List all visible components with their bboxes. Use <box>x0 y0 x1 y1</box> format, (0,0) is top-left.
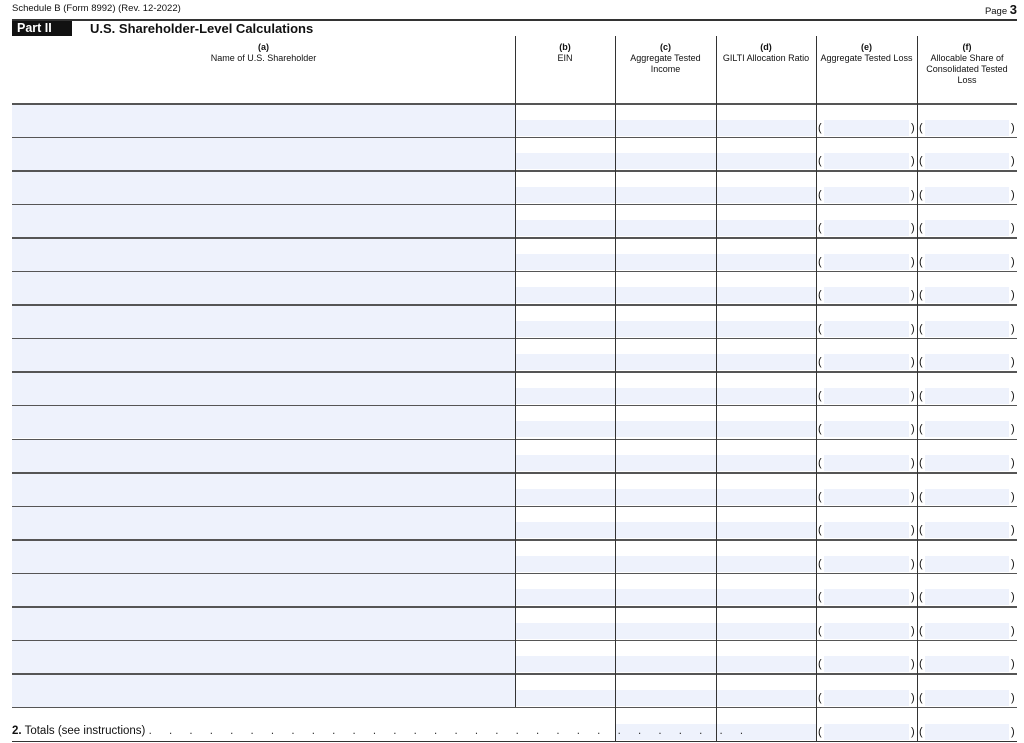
ein-input[interactable] <box>516 287 615 303</box>
ein-input[interactable] <box>516 321 615 337</box>
gilti-ratio-input[interactable] <box>717 556 816 572</box>
ein-input[interactable] <box>516 388 615 404</box>
allocable-share-input[interactable] <box>925 220 1009 236</box>
gilti-ratio-input[interactable] <box>717 287 816 303</box>
close-paren: ) <box>1011 322 1015 335</box>
allocable-share-input[interactable] <box>925 623 1009 639</box>
column-divider <box>515 36 516 707</box>
close-paren: ) <box>911 155 915 168</box>
shareholder-name-input[interactable] <box>12 272 515 305</box>
open-paren: ( <box>818 557 822 570</box>
shareholder-name-input[interactable] <box>12 339 515 372</box>
close-paren: ) <box>1011 557 1015 570</box>
open-paren: ( <box>818 591 822 604</box>
agg-tested-loss-input[interactable] <box>824 187 909 203</box>
gilti-ratio-input[interactable] <box>717 589 816 605</box>
open-paren: ( <box>818 490 822 503</box>
close-paren: ) <box>1011 423 1015 436</box>
totals-line-number: 2. <box>12 725 22 737</box>
part-heading <box>12 21 313 36</box>
close-paren: ) <box>1011 121 1015 134</box>
shareholder-name-input[interactable] <box>12 305 515 338</box>
close-paren: ) <box>1011 457 1015 470</box>
open-paren: ( <box>919 591 923 604</box>
open-paren: ( <box>818 188 822 201</box>
agg-tested-income-input[interactable] <box>616 153 716 169</box>
close-paren: ) <box>1011 524 1015 537</box>
open-paren: ( <box>818 524 822 537</box>
column-label: EIN <box>557 53 573 63</box>
part-tag: Part II <box>12 21 72 36</box>
open-paren: ( <box>919 457 923 470</box>
agg-tested-income-input[interactable] <box>616 455 716 471</box>
allocable-share-input[interactable] <box>925 153 1009 169</box>
open-paren: ( <box>919 423 923 436</box>
gilti-ratio-input[interactable] <box>717 455 816 471</box>
agg-tested-income-input[interactable] <box>616 287 716 303</box>
open-paren: ( <box>919 658 923 671</box>
allocable-share-input[interactable] <box>925 656 1009 672</box>
shareholder-name-input[interactable] <box>12 238 515 271</box>
shareholder-name-input[interactable] <box>12 674 515 707</box>
shareholder-name-input[interactable] <box>12 641 515 674</box>
close-paren: ) <box>911 255 915 268</box>
gilti-ratio-input[interactable] <box>717 254 816 270</box>
open-paren: ( <box>919 121 923 134</box>
close-paren: ) <box>911 457 915 470</box>
agg-tested-loss-input[interactable] <box>824 287 909 303</box>
agg-tested-income-input[interactable] <box>616 556 716 572</box>
close-paren: ) <box>911 524 915 537</box>
ein-input[interactable] <box>516 522 615 538</box>
close-paren: ) <box>911 188 915 201</box>
close-paren: ) <box>1011 155 1015 168</box>
ein-input[interactable] <box>516 421 615 437</box>
agg-tested-loss-input[interactable] <box>824 120 909 136</box>
agg-tested-income-input[interactable] <box>616 321 716 337</box>
column-header-agg-tested-loss <box>816 36 917 103</box>
agg-tested-loss-input[interactable] <box>824 388 909 404</box>
open-paren: ( <box>919 557 923 570</box>
ein-input[interactable] <box>516 589 615 605</box>
close-paren: ) <box>911 322 915 335</box>
agg-tested-income-input[interactable] <box>616 656 716 672</box>
open-paren: ( <box>818 155 822 168</box>
column-letter: (a) <box>258 42 269 52</box>
column-header-name <box>12 36 515 103</box>
ein-input[interactable] <box>516 120 615 136</box>
gilti-ratio-input[interactable] <box>717 489 816 505</box>
agg-tested-loss-input[interactable] <box>824 321 909 337</box>
column-label: Aggregate Tested Loss <box>820 53 913 63</box>
totals-agg-tested-loss-input[interactable] <box>824 724 909 740</box>
close-paren: ) <box>1011 188 1015 201</box>
agg-tested-loss-input[interactable] <box>824 220 909 236</box>
open-paren: ( <box>919 356 923 369</box>
open-paren: ( <box>818 457 822 470</box>
ein-input[interactable] <box>516 220 615 236</box>
agg-tested-loss-input[interactable] <box>824 254 909 270</box>
shareholder-name-input[interactable] <box>12 540 515 573</box>
ein-input[interactable] <box>516 455 615 471</box>
shareholder-name-input[interactable] <box>12 507 515 540</box>
agg-tested-income-input[interactable] <box>616 589 716 605</box>
close-paren: ) <box>1011 356 1015 369</box>
gilti-ratio-input[interactable] <box>717 153 816 169</box>
allocable-share-input[interactable] <box>925 321 1009 337</box>
allocable-share-input[interactable] <box>925 120 1009 136</box>
open-paren: ( <box>919 255 923 268</box>
open-paren: ( <box>919 524 923 537</box>
open-paren: ( <box>818 725 822 738</box>
close-paren: ) <box>1011 490 1015 503</box>
column-letter: (f) <box>962 42 972 52</box>
close-paren: ) <box>911 222 915 235</box>
page-indicator <box>985 2 1017 17</box>
column-header-ein <box>515 36 615 103</box>
gilti-ratio-input[interactable] <box>717 522 816 538</box>
open-paren: ( <box>818 222 822 235</box>
close-paren: ) <box>1011 255 1015 268</box>
ein-input[interactable] <box>516 556 615 572</box>
allocable-share-input[interactable] <box>925 522 1009 538</box>
column-letter: (d) <box>760 42 772 52</box>
column-letter: (c) <box>660 42 671 52</box>
shareholder-name-input[interactable] <box>12 406 515 439</box>
column-header-allocable-share <box>917 36 1017 103</box>
row-divider <box>12 707 1017 709</box>
open-paren: ( <box>919 389 923 402</box>
leader-dots: . . . . . . . . . . . . . . . . . . . . . . . . . . . . . . <box>148 725 751 737</box>
open-paren: ( <box>919 624 923 637</box>
allocable-share-input[interactable] <box>925 388 1009 404</box>
column-label: Allocable Share of Consolidated Tested Loss <box>926 53 1008 85</box>
part-title: U.S. Shareholder-Level Calculations <box>90 21 314 36</box>
agg-tested-income-input[interactable] <box>616 187 716 203</box>
agg-tested-loss-input[interactable] <box>824 656 909 672</box>
shareholder-name-input[interactable] <box>12 574 515 607</box>
allocable-share-input[interactable] <box>925 455 1009 471</box>
gilti-ratio-input[interactable] <box>717 656 816 672</box>
close-paren: ) <box>911 289 915 302</box>
column-label: Name of U.S. Shareholder <box>210 53 317 63</box>
column-label: Aggregate Tested Income <box>630 53 701 74</box>
open-paren: ( <box>818 691 822 704</box>
gilti-ratio-input[interactable] <box>717 388 816 404</box>
close-paren: ) <box>1011 222 1015 235</box>
agg-tested-loss-input[interactable] <box>824 522 909 538</box>
column-letter: (b) <box>559 42 571 52</box>
gilti-ratio-input[interactable] <box>717 220 816 236</box>
gilti-ratio-input[interactable] <box>717 187 816 203</box>
column-header-agg-tested-income <box>615 36 716 103</box>
gilti-ratio-input[interactable] <box>717 354 816 370</box>
shareholder-name-input[interactable] <box>12 372 515 405</box>
open-paren: ( <box>919 322 923 335</box>
open-paren: ( <box>919 289 923 302</box>
gilti-ratio-input[interactable] <box>717 120 816 136</box>
open-paren: ( <box>818 658 822 671</box>
agg-tested-loss-input[interactable] <box>824 556 909 572</box>
page-number: 3 <box>1009 2 1017 17</box>
close-paren: ) <box>1011 591 1015 604</box>
shareholder-name-input[interactable] <box>12 205 515 238</box>
close-paren: ) <box>1011 289 1015 302</box>
ein-input[interactable] <box>516 623 615 639</box>
close-paren: ) <box>911 624 915 637</box>
column-divider <box>917 36 918 741</box>
close-paren: ) <box>911 490 915 503</box>
totals-label-text: Totals (see instructions) <box>24 725 146 737</box>
open-paren: ( <box>818 389 822 402</box>
close-paren: ) <box>911 423 915 436</box>
agg-tested-loss-input[interactable] <box>824 589 909 605</box>
form-header-line: Schedule B (Form 8992) (Rev. 12-2022) <box>12 3 181 14</box>
allocable-share-input[interactable] <box>925 254 1009 270</box>
agg-tested-income-input[interactable] <box>616 421 716 437</box>
agg-tested-loss-input[interactable] <box>824 153 909 169</box>
close-paren: ) <box>911 121 915 134</box>
agg-tested-loss-input[interactable] <box>824 455 909 471</box>
gilti-ratio-input[interactable] <box>717 623 816 639</box>
close-paren: ) <box>911 658 915 671</box>
allocable-share-input[interactable] <box>925 556 1009 572</box>
allocable-share-input[interactable] <box>925 421 1009 437</box>
agg-tested-income-input[interactable] <box>616 388 716 404</box>
column-divider <box>716 36 717 741</box>
open-paren: ( <box>919 490 923 503</box>
close-paren: ) <box>911 591 915 604</box>
close-paren: ) <box>911 725 915 738</box>
open-paren: ( <box>919 222 923 235</box>
agg-tested-income-input[interactable] <box>616 489 716 505</box>
open-paren: ( <box>919 691 923 704</box>
open-paren: ( <box>919 725 923 738</box>
allocable-share-input[interactable] <box>925 589 1009 605</box>
open-paren: ( <box>818 356 822 369</box>
close-paren: ) <box>1011 389 1015 402</box>
agg-tested-loss-input[interactable] <box>824 354 909 370</box>
gilti-ratio-input[interactable] <box>717 321 816 337</box>
ein-input[interactable] <box>516 153 615 169</box>
allocable-share-input[interactable] <box>925 690 1009 706</box>
column-letter: (e) <box>861 42 872 52</box>
open-paren: ( <box>818 121 822 134</box>
page-label: Page <box>984 6 1008 17</box>
ein-input[interactable] <box>516 354 615 370</box>
ein-input[interactable] <box>516 254 615 270</box>
ein-input[interactable] <box>516 656 615 672</box>
open-paren: ( <box>818 322 822 335</box>
gilti-ratio-input[interactable] <box>717 421 816 437</box>
allocable-share-input[interactable] <box>925 187 1009 203</box>
open-paren: ( <box>818 423 822 436</box>
agg-tested-income-input[interactable] <box>616 522 716 538</box>
totals-label <box>12 725 750 737</box>
open-paren: ( <box>818 289 822 302</box>
close-paren: ) <box>1011 658 1015 671</box>
ein-input[interactable] <box>516 489 615 505</box>
close-paren: ) <box>1011 624 1015 637</box>
column-divider <box>816 36 817 741</box>
column-label: GILTI Allocation Ratio <box>722 53 810 63</box>
close-paren: ) <box>911 389 915 402</box>
agg-tested-income-input[interactable] <box>616 254 716 270</box>
close-paren: ) <box>911 356 915 369</box>
allocable-share-input[interactable] <box>925 287 1009 303</box>
close-paren: ) <box>911 691 915 704</box>
agg-tested-loss-input[interactable] <box>824 623 909 639</box>
agg-tested-income-input[interactable] <box>616 623 716 639</box>
agg-tested-income-input[interactable] <box>616 120 716 136</box>
agg-tested-income-input[interactable] <box>616 690 716 706</box>
agg-tested-loss-input[interactable] <box>824 421 909 437</box>
gilti-ratio-input[interactable] <box>717 690 816 706</box>
shareholder-name-input[interactable] <box>12 104 515 137</box>
shareholder-name-input[interactable] <box>12 171 515 204</box>
shareholder-name-input[interactable] <box>12 607 515 640</box>
open-paren: ( <box>919 155 923 168</box>
shareholder-name-input[interactable] <box>12 440 515 473</box>
open-paren: ( <box>919 188 923 201</box>
close-paren: ) <box>1011 691 1015 704</box>
ein-input[interactable] <box>516 690 615 706</box>
open-paren: ( <box>818 255 822 268</box>
agg-tested-income-input[interactable] <box>616 220 716 236</box>
shareholder-name-input[interactable] <box>12 138 515 171</box>
close-paren: ) <box>1011 725 1015 738</box>
allocable-share-input[interactable] <box>925 354 1009 370</box>
open-paren: ( <box>818 624 822 637</box>
totals-allocable-share-input[interactable] <box>925 724 1009 740</box>
close-paren: ) <box>911 557 915 570</box>
allocable-share-input[interactable] <box>925 489 1009 505</box>
agg-tested-loss-input[interactable] <box>824 489 909 505</box>
agg-tested-income-input[interactable] <box>616 354 716 370</box>
column-header-gilti-ratio <box>716 36 816 103</box>
column-divider <box>615 36 616 741</box>
agg-tested-loss-input[interactable] <box>824 690 909 706</box>
shareholder-name-input[interactable] <box>12 473 515 506</box>
ein-input[interactable] <box>516 187 615 203</box>
bottom-rule <box>12 741 1017 743</box>
